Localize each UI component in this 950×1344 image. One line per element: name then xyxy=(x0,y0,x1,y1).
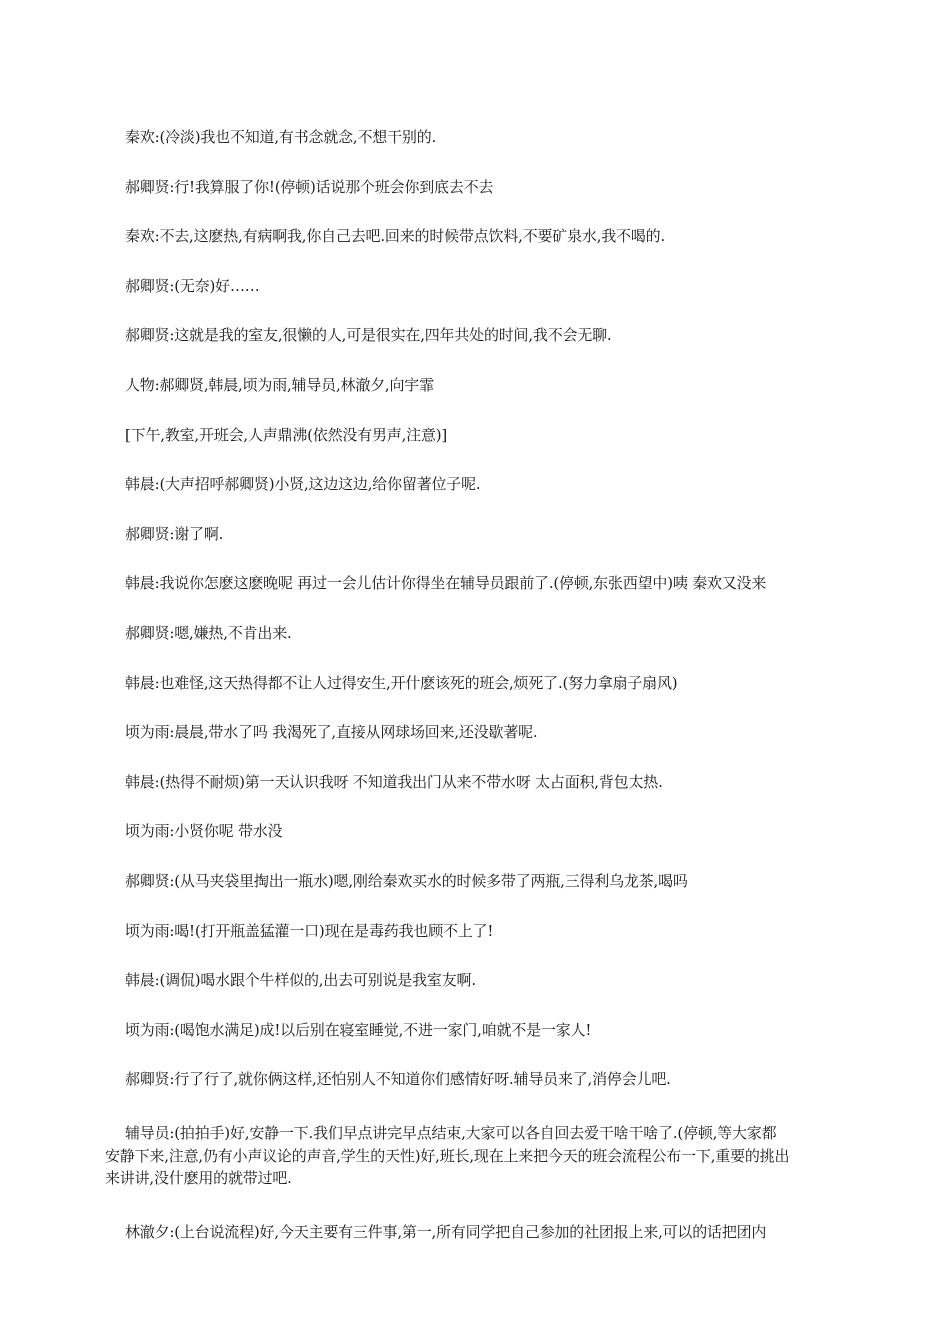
paragraph-first-line: 林澈夕:(上台说流程)好,今天主要有三件事,第一,所有同学把自己参加的社团报上来,可以的话把团内 xyxy=(125,1223,767,1241)
counselor-paragraph xyxy=(105,1122,865,1190)
dialogue-line: 郝卿贤:(无奈)好…… xyxy=(125,276,260,295)
dialogue-line: 郝卿贤:(从马夹袋里掏出一瓶水)嗯,刚给秦欢买水的时候多带了两瓶,三得利乌龙茶,喝吗 xyxy=(125,871,688,890)
dialogue-line: 郝卿贤:这就是我的室友,很懒的人,可是很实在,四年共处的时间,我不会无聊. xyxy=(125,326,612,345)
dialogue-line: 韩晨:(热得不耐烦)第一天认识我呀 不知道我出门从来不带水呀 太占面积,背包太热. xyxy=(125,772,663,791)
dialogue-line: 秦欢:(冷淡)我也不知道,有书念就念,不想干别的. xyxy=(125,128,437,146)
cast-list: 人物:郝卿贤,韩晨,顷为雨,辅导员,林澈夕,向宇霏 xyxy=(125,375,434,394)
monitor-paragraph xyxy=(125,1221,865,1244)
stage-direction: [下午,教室,开班会,人声鼎沸(依然没有男声,注意)] xyxy=(125,425,448,444)
dialogue-line: 韩晨:(大声招呼郝卿贤)小贤,这边这边,给你留著位子呢. xyxy=(125,475,481,494)
paragraph-line: 安静下来,注意,仍有小声议论的声音,学生的天性)好,班长,现在上来把今天的班会流程公布一下,重要的挑出 xyxy=(105,1146,790,1165)
script-dialogue xyxy=(125,126,865,1118)
dialogue-line: 顷为雨:(喝饱水满足)成!以后别在寝室睡觉,不进一家门,咱就不是一家人! xyxy=(125,1020,592,1039)
dialogue-line: 秦欢:不去,这麽热,有病啊我,你自己去吧.回来的时候带点饮料,不要矿泉水,我不喝的. xyxy=(125,227,666,246)
dialogue-line: 顷为雨:晨晨,带水了吗 我渴死了,直接从网球场回来,还没歇著呢. xyxy=(125,723,538,742)
dialogue-line: 郝卿贤:谢了啊. xyxy=(125,524,224,543)
dialogue-line: 顷为雨:小贤你呢 带水没 xyxy=(125,822,283,841)
dialogue-line: 韩晨:(调侃)喝水跟个牛样似的,出去可别说是我室友啊. xyxy=(125,971,476,990)
paragraph-first-line: 辅导员:(拍拍手)好,安静一下.我们早点讲完早点结束,大家可以各自回去爱干啥干啥了.(停顿,等大家都 xyxy=(125,1124,777,1142)
dialogue-line: 顷为雨:喝!(打开瓶盖猛灌一口)现在是毒药我也顾不上了! xyxy=(125,921,494,940)
dialogue-line: 郝卿贤:嗯,嫌热,不肯出来. xyxy=(125,623,292,642)
dialogue-line: 韩晨:我说你怎麽这麽晚呢 再过一会儿估计你得坐在辅导员跟前了.(停顿,东张西望中)咦 秦欢又没来 xyxy=(125,574,767,593)
dialogue-line: 韩晨:也难怪,这天热得都不让人过得安生,开什麽该死的班会,烦死了.(努力拿扇子扇风) xyxy=(125,673,678,692)
paragraph-line: 来讲讲,没什麽用的就带过吧. xyxy=(105,1169,292,1187)
dialogue-line: 郝卿贤:行!我算服了你!(停顿)话说那个班会你到底去不去 xyxy=(125,177,494,196)
dialogue-line: 郝卿贤:行了行了,就你俩这样,还怕别人不知道你们感情好呀.辅导员来了,消停会儿吧. xyxy=(125,1070,671,1089)
